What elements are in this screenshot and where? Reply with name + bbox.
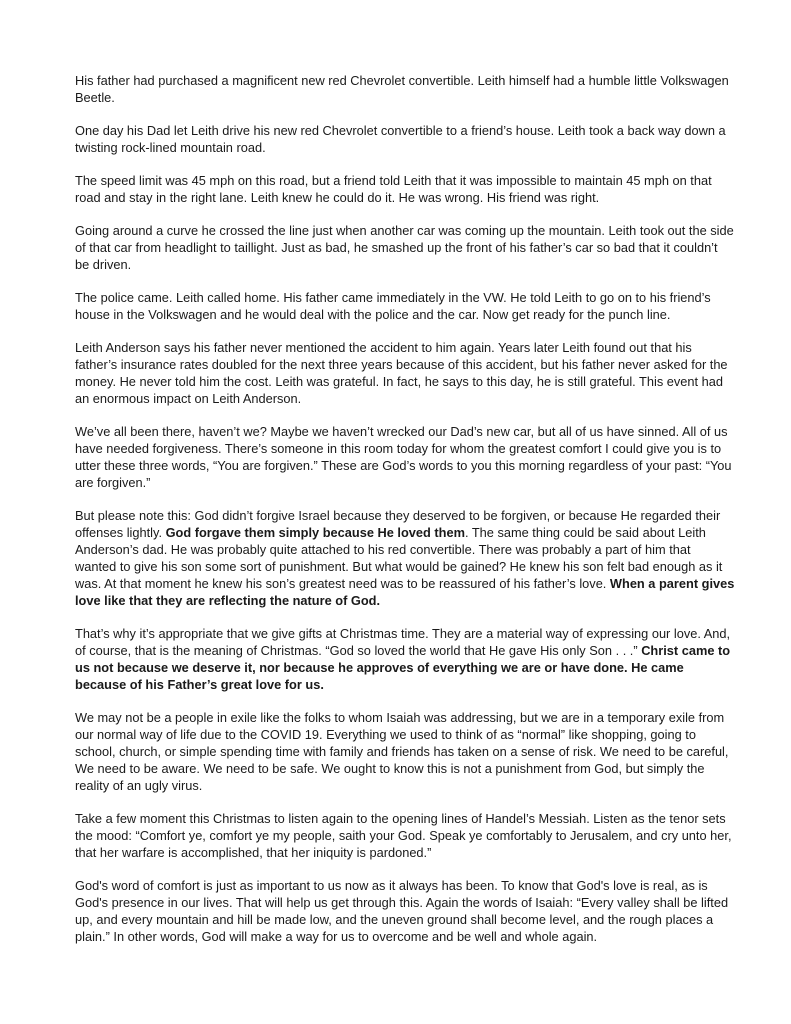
paragraph-9-emphasis: Christ came to us not because we deserve it, nor because he approves of everything we are or have done. He came because of his Father’s great love for us. [75,643,731,692]
paragraph-9 [75,625,735,693]
paragraph-2: One day his Dad let Leith drive his new red Chevrolet convertible to a friend’s house. Leith took a back way down a twisting rock-lined mountain road. [75,123,726,155]
paragraph-8-text-cont: . The same thing could be said about Leith Anderson’s dad. He was probably quite attached to his red convertible. There was probably a part of him that wanted to give his son some sort of punishment. But what would be gained? He knew his son felt bad enough as it was. At that moment he knew his son’s greatest need was to be reassured of his father’s love. [75,525,723,591]
paragraph-10: We may not be a people in exile like the folks to whom Isaiah was addressing, but we are in a temporary exile from our normal way of life due to the COVID 19. Everything we used to think of as “normal” like shopping, going to school, church, or simple spending time with family and friends has taken on a sense of risk. We need to be careful, We need to be aware. We need to be safe. We ought to know this is not a punishment from God, but simply the reality of an ugly virus. [75,710,729,793]
paragraph-9-text: That’s why it’s appropriate that we give gifts at Christmas time. They are a material way of expressing our love. And, of course, that is the meaning of Christmas. “God so loved the world that He gave His only Son . . .” [75,626,731,658]
paragraph-8-emphasis: God forgave them simply because He loved them [165,525,465,540]
paragraph-8-text: But please note this: God didn’t forgive Israel because they deserved to be forgiven, or because He regarded their offenses lightly. [75,508,721,540]
paragraph-3: The speed limit was 45 mph on this road, but a friend told Leith that it was impossible to maintain 45 mph on that road and stay in the right lane. Leith knew he could do it. He was wrong. His friend was right. [75,173,712,205]
paragraph-8 [75,507,735,609]
paragraph-11: Take a few moment this Christmas to listen again to the opening lines of Handel’s Messiah. Listen as the tenor sets the mood: “Comfort ye, comfort ye my people, saith your God. Speak ye comfortably to Jerusalem, and cry unto her, that her warfare is accomplished, that her iniquity is pardoned.” [75,811,732,860]
paragraph-12: God's word of comfort is just as important to us now as it always has been. To know that God's love is real, as is God's presence in our lives. That will help us get through this. Again the words of Isaiah: “Every valley shall be lifted up, and every mountain and hill be made low, and the uneven ground shall become level, and the rough places a plain.” In other words, God will make a way for us to overcome and be well and whole again. [75,878,729,944]
paragraph-4: Going around a curve he crossed the line just when another car was coming up the mountain. Leith took out the side of that car from headlight to taillight. Just as bad, he smashed up the front of his father’s car so bad that it couldn’t be driven. [75,223,734,272]
paragraph-1: His father had purchased a magnificent new red Chevrolet convertible. Leith himself had a humble little Volkswagen Beetle. [75,73,729,105]
document-page [75,72,735,961]
paragraph-5: The police came. Leith called home. His father came immediately in the VW. He told Leith to go on to his friend’s house in the Volkswagen and he would deal with the police and the car. Now get ready for the punch line. [75,290,711,322]
paragraph-8-closing-emphasis: When a parent gives love like that they are reflecting the nature of God. [75,576,735,608]
paragraph-7: We’ve all been there, haven’t we? Maybe we haven’t wrecked our Dad’s new car, but all of us have sinned. All of us have needed forgiveness. There’s someone in this room today for whom the greatest comfort I could give you is to utter these three words, “You are forgiven.” These are God’s words to you this morning regardless of your past: “You are forgiven.” [75,424,732,490]
paragraph-6: Leith Anderson says his father never mentioned the accident to him again. Years later Leith found out that his father’s insurance rates doubled for the next three years because of this accident, but his father never asked for the money. He never told him the cost. Leith was grateful. In fact, he says to this day, he is still grateful. This event had an enormous impact on Leith Anderson. [75,340,728,406]
